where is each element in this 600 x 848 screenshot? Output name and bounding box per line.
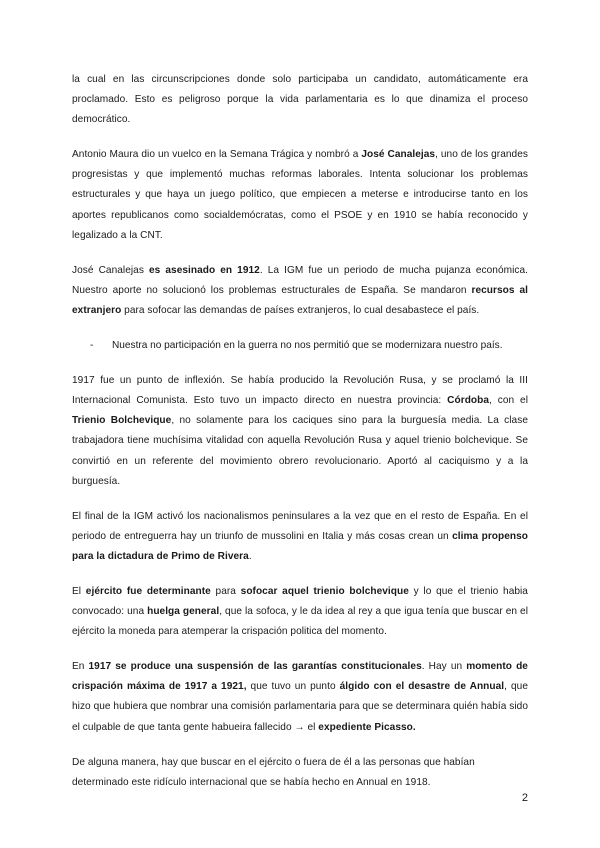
text-run: . Hay un	[421, 661, 467, 673]
text-run: .	[248, 550, 252, 562]
bold-text: Córdoba	[447, 395, 489, 407]
text-run: , uno de los grandes progresistas y que implementó muchas reformas laborales. Intenta solucionar los problemas estructurales y que haya un juego político, que empiecen a meterse e introducirse tanto en los aportes republicanos como socialdemócratas, como el PSOE y en 1910 se había reconocido y legalizado a la CNT.	[72, 149, 528, 241]
text-run: El final de la IGM activó los nacionalismos peninsulares a la vez que en el resto de España. En el periodo de entreguerra hay un triunfo de mussolini en Italia y más cosas crean un	[72, 510, 528, 542]
text-run: la cual en las circunscripciones donde solo participaba un candidato, automáticamente era proclamado. Esto es peligroso porque la vida parlamentaria es lo que dinamiza el proceso democrático.	[72, 74, 528, 126]
paragraphs-before-bullet	[72, 70, 528, 321]
paragraph	[72, 582, 528, 642]
text-run: El	[72, 585, 86, 597]
text-run: 1917 fue un punto de inflexión. Se había producido la Revolución Rusa, y se proclamó la III Internacional Comunista. Esto tuvo un impacto directo en nuestra provincia:	[72, 375, 528, 407]
bold-text: momento de crispación máxima de 1917 a 1921,	[72, 661, 528, 693]
bold-text: Trienio Bolchevique	[72, 415, 172, 427]
bold-text: clima propenso para la dictadura de Primo de Rivera	[72, 530, 528, 562]
bold-text: José Canalejas	[361, 149, 436, 161]
bullet-text: Nuestra no participación en la guerra no nos permitió que se modernizara nuestro país.	[112, 340, 503, 352]
bold-text: huelga general	[147, 606, 220, 618]
bullet-item	[90, 336, 528, 356]
text-run: Antonio Maura dio un vuelco en la Semana Trágica y nombró a	[72, 149, 362, 161]
paragraph	[72, 371, 528, 492]
text-run: , que hizo que hubiera que nombrar una comisión parlamentaria para que se determinara quién había sido el culpable de que tanta gente habueira fallecido → el	[72, 681, 528, 733]
text-run: , que la sofoca, y le da idea al rey a que igua tenía que buscar en el ejército la moneda para atemperar la crispación politica del momento.	[72, 606, 528, 638]
document-page	[72, 70, 528, 808]
text-run: para sofocar las demandas de países extranjeros, lo cual desabastece el país.	[121, 304, 480, 316]
paragraphs-after-bullet	[72, 371, 528, 793]
paragraph	[72, 753, 528, 793]
text-run: De alguna manera, hay que buscar en el ejército o fuera de él a las personas que habían determinado este ridículo internacional que se había hecho en Annual en 1918.	[72, 756, 475, 788]
bullet-marker: -	[90, 340, 94, 352]
text-run: que tuvo un punto	[246, 681, 340, 693]
bold-text: álgido con el desastre de Annual	[339, 681, 505, 693]
bold-text: sofocar aquel trienio bolchevique	[240, 585, 409, 597]
text-run: José Canalejas	[72, 264, 149, 276]
paragraph	[72, 70, 528, 130]
text-run: para	[210, 585, 241, 597]
text-run: En	[72, 661, 89, 673]
text-run: , con el	[489, 395, 528, 407]
paragraph	[72, 657, 528, 737]
bold-text: ejército fue determinante	[85, 585, 211, 597]
paragraph	[72, 507, 528, 567]
bold-text: recursos al extranjero	[72, 284, 529, 316]
text-run: y lo que el trienio habia convocado: una	[72, 585, 528, 618]
paragraph	[72, 145, 528, 245]
bold-text: 1917 se produce una suspensión de las garantías constitucionales	[88, 661, 422, 673]
bold-text: expediente Picasso.	[318, 721, 416, 733]
bold-text: es asesinado en 1912	[148, 264, 260, 276]
text-run: . La IGM fue un periodo de mucha pujanza económica. Nuestro aporte no solucionó los problemas estructurales de España. Se mandaron	[72, 264, 528, 296]
text-run: , no solamente para los caciques sino para la burguesía media. La clase trabajadora tiene muchísima vitalidad con aquella Revolución Rusa y aquel trienio bolchevique. Se convirtió en un referente del movimiento obrero revolucionario. Aportó al caciquismo y a la burguesía.	[72, 415, 528, 487]
paragraph	[72, 261, 528, 321]
page-number: 2	[521, 792, 528, 804]
